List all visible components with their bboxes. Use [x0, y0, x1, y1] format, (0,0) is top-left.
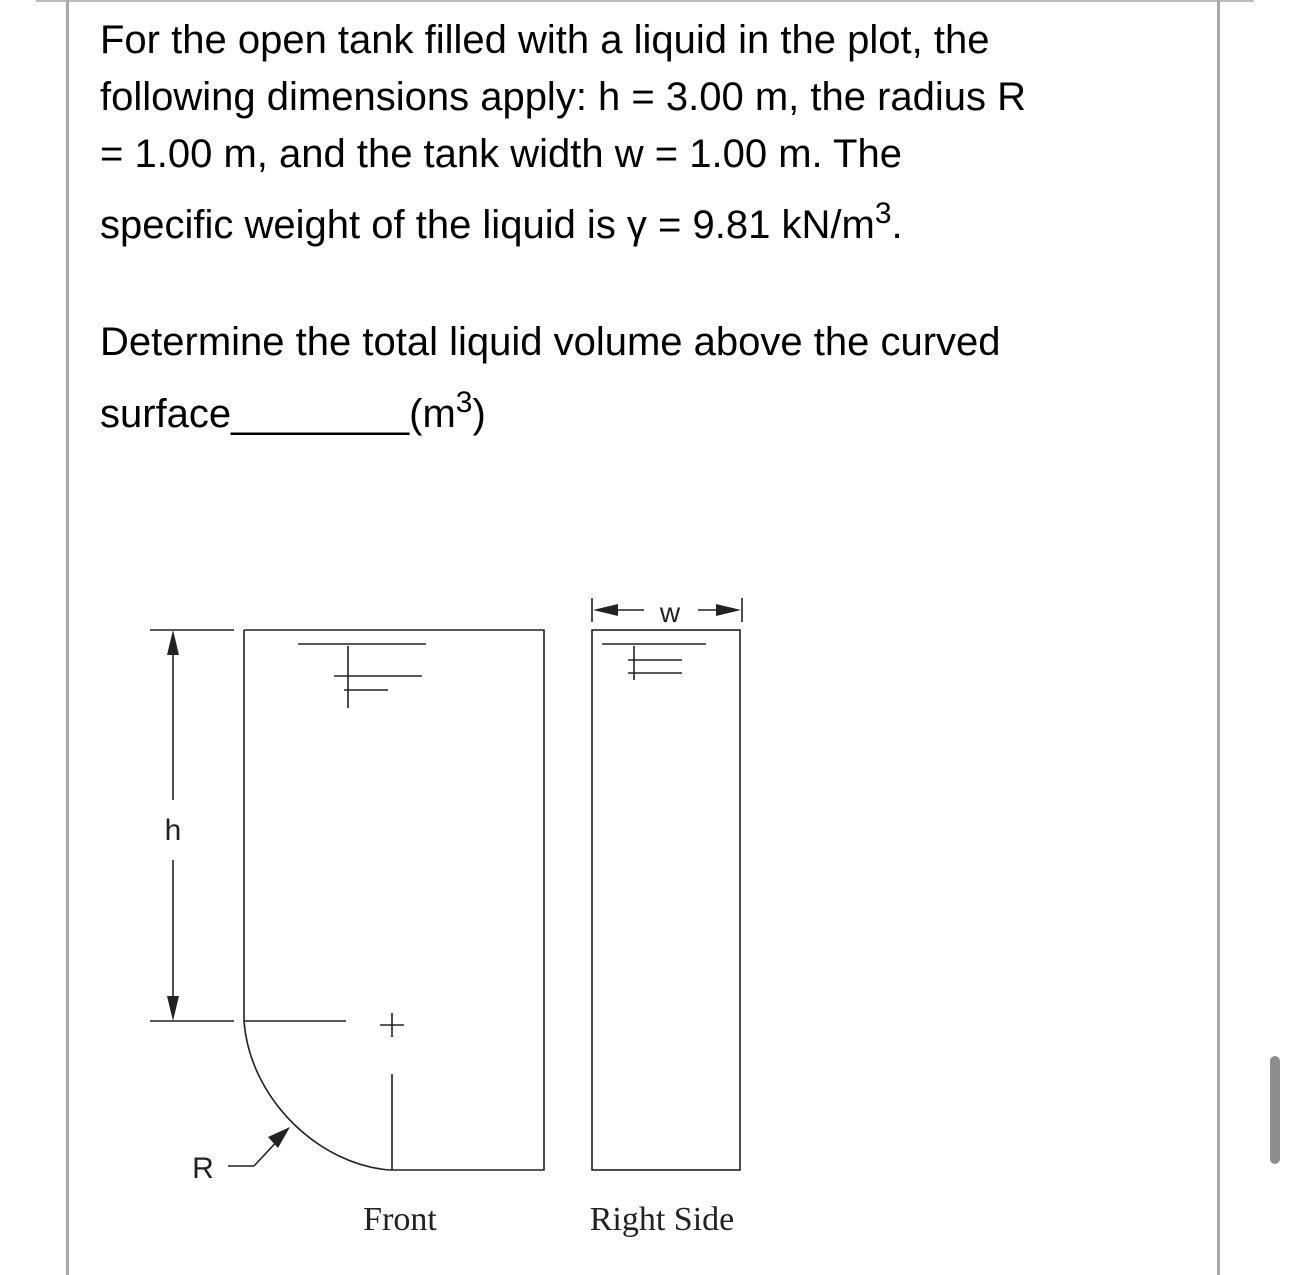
w-arrow-right	[716, 604, 741, 616]
question-line-2: following dimensions apply: h = 3.00 m, the radius R	[100, 75, 1027, 119]
answer-blank[interactable]: surface________(m	[100, 392, 456, 436]
h-arrow-bottom	[167, 996, 179, 1021]
label-h: h	[164, 814, 182, 847]
question-line-4-end: .	[891, 203, 903, 247]
right-side-tank-outline	[592, 630, 740, 1170]
question-line-3: = 1.00 m, and the tank width w = 1.00 m. The	[100, 132, 902, 176]
prompt-line-2-end: )	[472, 392, 486, 436]
label-w: w	[659, 597, 681, 628]
question-line-4-text: specific weight of the liquid is γ = 9.81 kN/m	[100, 203, 875, 247]
superscript-3: 3	[455, 386, 473, 419]
question-line-1: For the open tank filled with a liquid in the plot, the	[100, 18, 990, 62]
scrollbar-thumb[interactable]	[1270, 1056, 1280, 1164]
front-tank-outline	[244, 630, 544, 1170]
superscript-3: 3	[874, 197, 892, 230]
h-arrow-top	[167, 630, 179, 655]
prompt-line-1: Determine the total liquid volume above the curved	[100, 320, 1001, 364]
label-R: R	[192, 1152, 214, 1185]
w-arrow-left	[593, 604, 618, 616]
caption-right-side: Right Side	[589, 1201, 735, 1238]
caption-front: Front	[363, 1201, 437, 1238]
r-arrow	[268, 1127, 290, 1148]
curved-surface	[244, 1021, 390, 1170]
